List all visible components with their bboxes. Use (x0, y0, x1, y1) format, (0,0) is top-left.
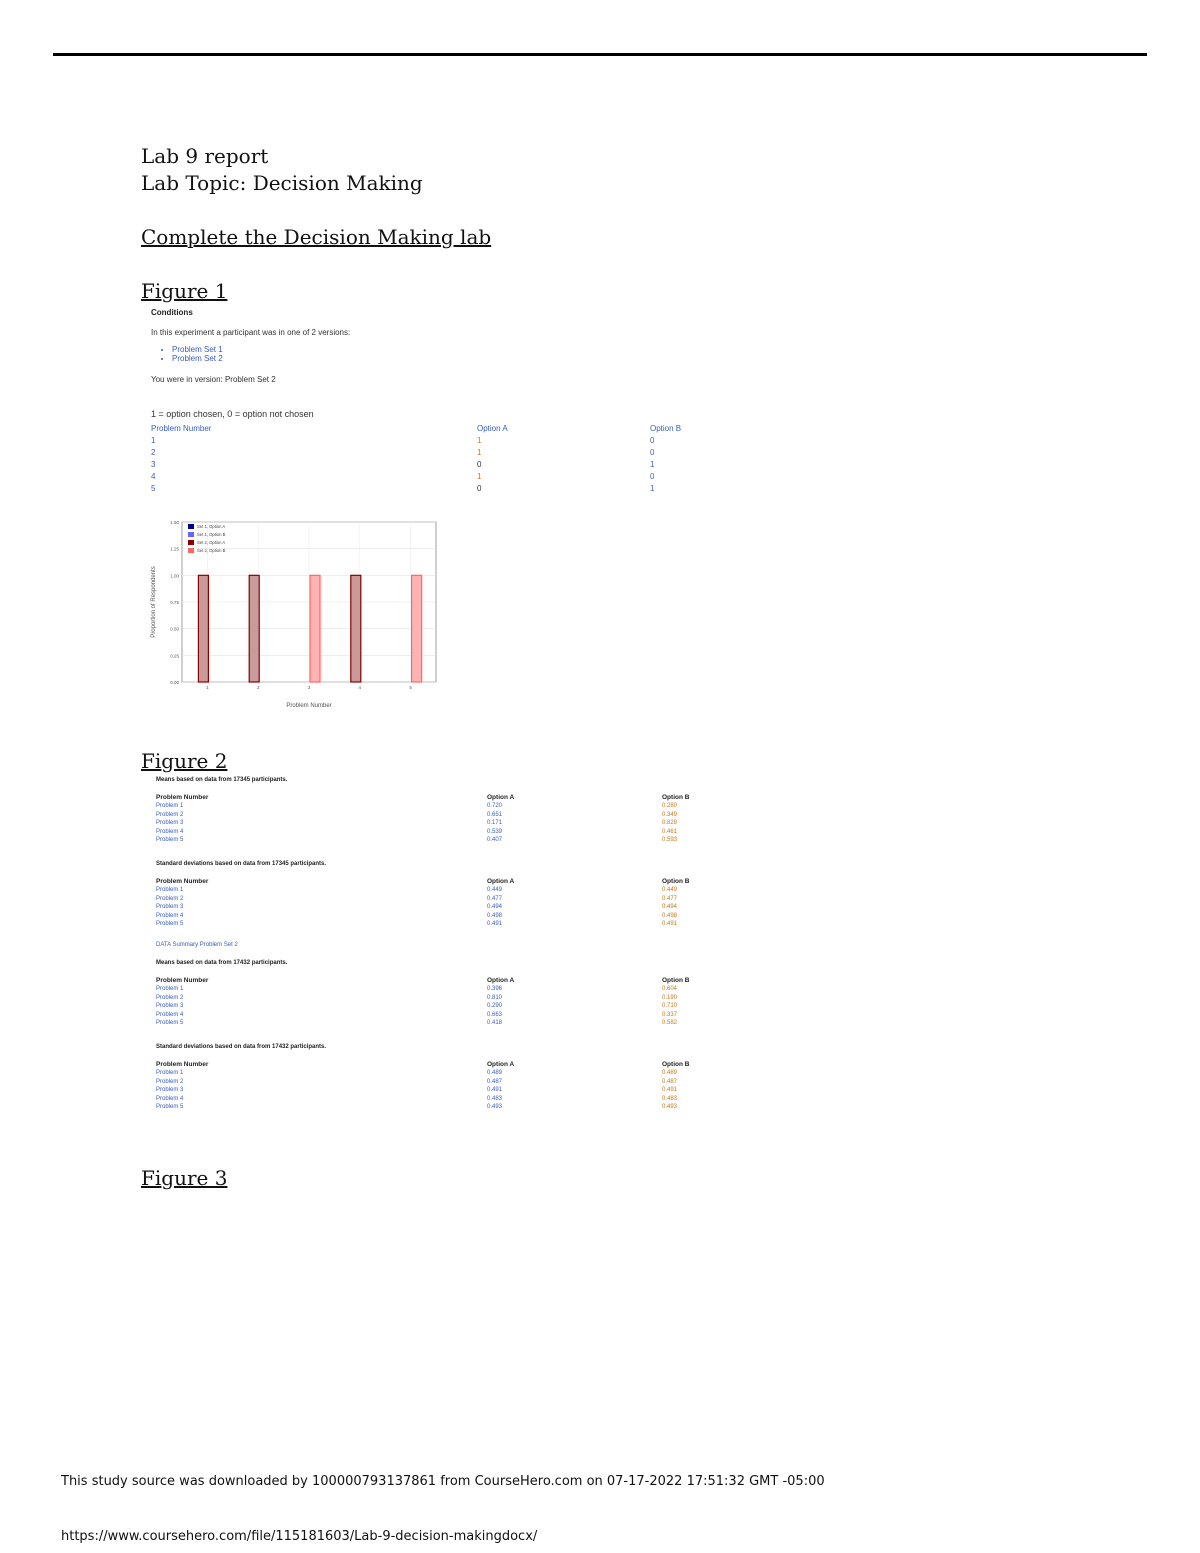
table-cell: 0.349 (662, 811, 678, 818)
table-cell: 0.829 (662, 820, 678, 826)
x-axis-label: Problem Number (286, 703, 332, 709)
table-header: Option B (662, 977, 690, 984)
table-cell: 0.190 (662, 994, 678, 1001)
table-cell: 0.810 (487, 994, 503, 1001)
bar-set2-option-b (412, 575, 422, 682)
problem-label: Problem 1 (156, 887, 184, 893)
source-url[interactable]: https://www.coursehero.com/file/115181603/Lab-9-decision-makingdocx/ (61, 1529, 538, 1544)
problem-label: Problem 3 (156, 904, 184, 910)
table-cell: 0.498 (662, 912, 678, 919)
figure3-heading: Figure 3 (141, 1166, 228, 1190)
problem-label: Problem 3 (156, 820, 184, 826)
x-tick-label: 5 (409, 685, 412, 690)
table-cell: 0.461 (662, 828, 678, 835)
problem-label: Problem 3 (156, 1087, 184, 1093)
table-cell: 0.720 (487, 803, 503, 809)
table-cell: 2 (151, 448, 156, 457)
problem-label: Problem 1 (156, 803, 184, 809)
table-cell: 0.491 (487, 921, 503, 927)
bar-set2-option-a (351, 575, 361, 682)
report-title: Lab 9 report (141, 144, 269, 168)
table-header: Option A (487, 977, 515, 984)
table-cell: 0.418 (487, 1020, 503, 1026)
table-title: Standard deviations based on data from 17345 participants. (156, 861, 327, 867)
legend-label: Set 2, Option A (197, 540, 226, 545)
table-cell: 3 (151, 460, 156, 469)
legend-label: Set 1, Option B (197, 532, 226, 537)
table-cell: 0.487 (662, 1078, 678, 1085)
conditions-title: Conditions (151, 308, 193, 317)
problem-label: Problem 5 (156, 1020, 184, 1026)
y-tick-label: 0.75 (170, 600, 179, 605)
table-cell: 0.494 (662, 904, 678, 910)
x-tick-label: 4 (358, 685, 362, 690)
table-cell: 0.290 (487, 1003, 503, 1009)
table-cell: 0.489 (487, 1070, 503, 1076)
bar-set2-option-a (198, 575, 208, 682)
problem-label: Problem 4 (156, 1095, 184, 1102)
y-tick-label: 0.50 (170, 626, 179, 632)
table-cell: 1 (477, 436, 482, 445)
y-axis-label: Proportion of Respondents (151, 566, 157, 638)
table-title: Means based on data from 17432 participants. (156, 960, 288, 966)
problem-label: Problem 4 (156, 912, 184, 919)
legend-swatch (188, 524, 194, 529)
table-cell: 0.396 (487, 986, 503, 992)
figure2-heading: Figure 2 (141, 749, 228, 773)
table-cell: 0.483 (487, 1095, 503, 1102)
table-title: Means based on data from 17345 participants. (156, 777, 288, 783)
table-header: Problem Number (156, 878, 209, 885)
y-tick-label: 0.00 (170, 680, 179, 685)
table-header: Problem Number (156, 1061, 209, 1068)
table-cell: 0.493 (662, 1104, 678, 1110)
x-tick-label: 3 (307, 685, 311, 690)
table-cell: 1 (650, 460, 655, 469)
table-header: Option A (477, 424, 508, 433)
problem-label: Problem 2 (156, 994, 184, 1001)
lab-topic: Lab Topic: Decision Making (141, 171, 423, 195)
table-cell: 0.493 (487, 1104, 503, 1110)
problem-label: Problem 2 (156, 895, 184, 902)
legend-swatch (188, 532, 194, 537)
table-cell: 0 (477, 460, 482, 469)
table-header: Option B (662, 794, 690, 801)
table-title: Standard deviations based on data from 17432 participants. (156, 1044, 327, 1050)
table-cell: 0.491 (487, 1087, 503, 1093)
table-cell: 0 (650, 472, 655, 481)
problem-label: Problem 4 (156, 828, 184, 835)
problem-label: Problem 3 (156, 1003, 184, 1009)
table-header: Option A (487, 794, 515, 801)
table-cell: 0.582 (662, 1020, 678, 1026)
legend-swatch (188, 548, 194, 553)
version-item: • Problem Set 2 (172, 354, 223, 363)
version-list (160, 345, 223, 363)
table-cell: 0.651 (487, 811, 503, 818)
download-notice: This study source was downloaded by 100000793137861 from CourseHero.com on 07-17-2022 17:51:32 GMT -05:00 (61, 1474, 825, 1489)
table-cell: 5 (151, 484, 156, 493)
table-cell: 0.280 (662, 803, 678, 809)
table-header: Problem Number (151, 424, 212, 433)
set2-summary-label: DATA Summary Problem Set 2 (156, 942, 238, 948)
problem-label: Problem 4 (156, 1011, 184, 1018)
table-cell: 0.449 (487, 887, 503, 893)
problem-label: Problem 2 (156, 811, 184, 818)
table-cell: 0.498 (487, 912, 503, 919)
table-cell: 0 (650, 448, 655, 457)
table-cell: 1 (650, 484, 655, 493)
figure1-heading: Figure 1 (141, 279, 228, 303)
table-cell: 0.407 (487, 837, 503, 843)
conditions-intro: In this experiment a participant was in one of 2 versions: (151, 328, 351, 337)
table-cell: 0.491 (662, 1087, 678, 1093)
problem-label: Problem 5 (156, 921, 184, 927)
table-cell: 0.710 (662, 1003, 678, 1009)
table-cell: 0.539 (487, 828, 503, 835)
problem-label: Problem 1 (156, 986, 184, 992)
table-header: Option A (487, 1061, 515, 1068)
table-cell: 0.489 (662, 1070, 678, 1076)
table-cell: 4 (151, 472, 156, 481)
problem-label: Problem 5 (156, 1104, 184, 1110)
table-cell: 0.337 (662, 1011, 678, 1018)
bar-set2-option-b (310, 575, 320, 682)
y-tick-label: 0.25 (170, 653, 179, 659)
table-cell: 0 (477, 484, 482, 493)
version-item: • Problem Set 1 (172, 345, 223, 354)
table-header: Option B (662, 1061, 690, 1068)
problem-label: Problem 2 (156, 1078, 184, 1085)
table-cell: 0.604 (662, 986, 678, 992)
table-header: Problem Number (156, 794, 209, 801)
table-cell: 1 (477, 448, 482, 457)
table-cell: 0.171 (487, 820, 503, 826)
table-header: Option A (487, 878, 515, 885)
table-cell: 0.477 (487, 895, 503, 902)
y-tick-label: 1.00 (170, 573, 179, 579)
table-cell: 0.663 (487, 1011, 503, 1018)
table-cell: 0.494 (487, 904, 503, 910)
problem-label: Problem 5 (156, 837, 184, 843)
x-tick-label: 1 (206, 685, 209, 690)
bar-set2-option-a (249, 575, 259, 682)
legend-swatch (188, 540, 194, 545)
legend-label: Set 2, Option B (197, 548, 226, 553)
top-rule (53, 53, 1147, 56)
table-header: Option B (650, 424, 682, 433)
y-tick-label: 1.25 (170, 546, 179, 552)
instruction-heading: Complete the Decision Making lab (141, 225, 492, 249)
table-cell: 0.593 (662, 837, 678, 843)
version-assigned: You were in version: Problem Set 2 (151, 375, 276, 384)
table-cell: 0.477 (662, 895, 678, 902)
table-cell: 0.487 (487, 1078, 503, 1085)
problem-label: Problem 1 (156, 1070, 184, 1076)
table-cell: 1 (477, 472, 482, 481)
table-cell: 0.449 (662, 887, 678, 893)
x-tick-label: 2 (256, 685, 260, 690)
legend-label: Set 1, Option A (197, 524, 226, 529)
table-header: Problem Number (156, 977, 209, 984)
choice-legend-note: 1 = option chosen, 0 = option not chosen (151, 409, 314, 419)
table-cell: 0.483 (662, 1095, 678, 1102)
figure1-bar-chart (145, 515, 445, 715)
table-cell: 0 (650, 436, 655, 445)
table-cell: 0.491 (662, 921, 678, 927)
table-header: Option B (662, 878, 690, 885)
y-tick-label: 1.50 (170, 520, 179, 525)
table-cell: 1 (151, 436, 156, 445)
